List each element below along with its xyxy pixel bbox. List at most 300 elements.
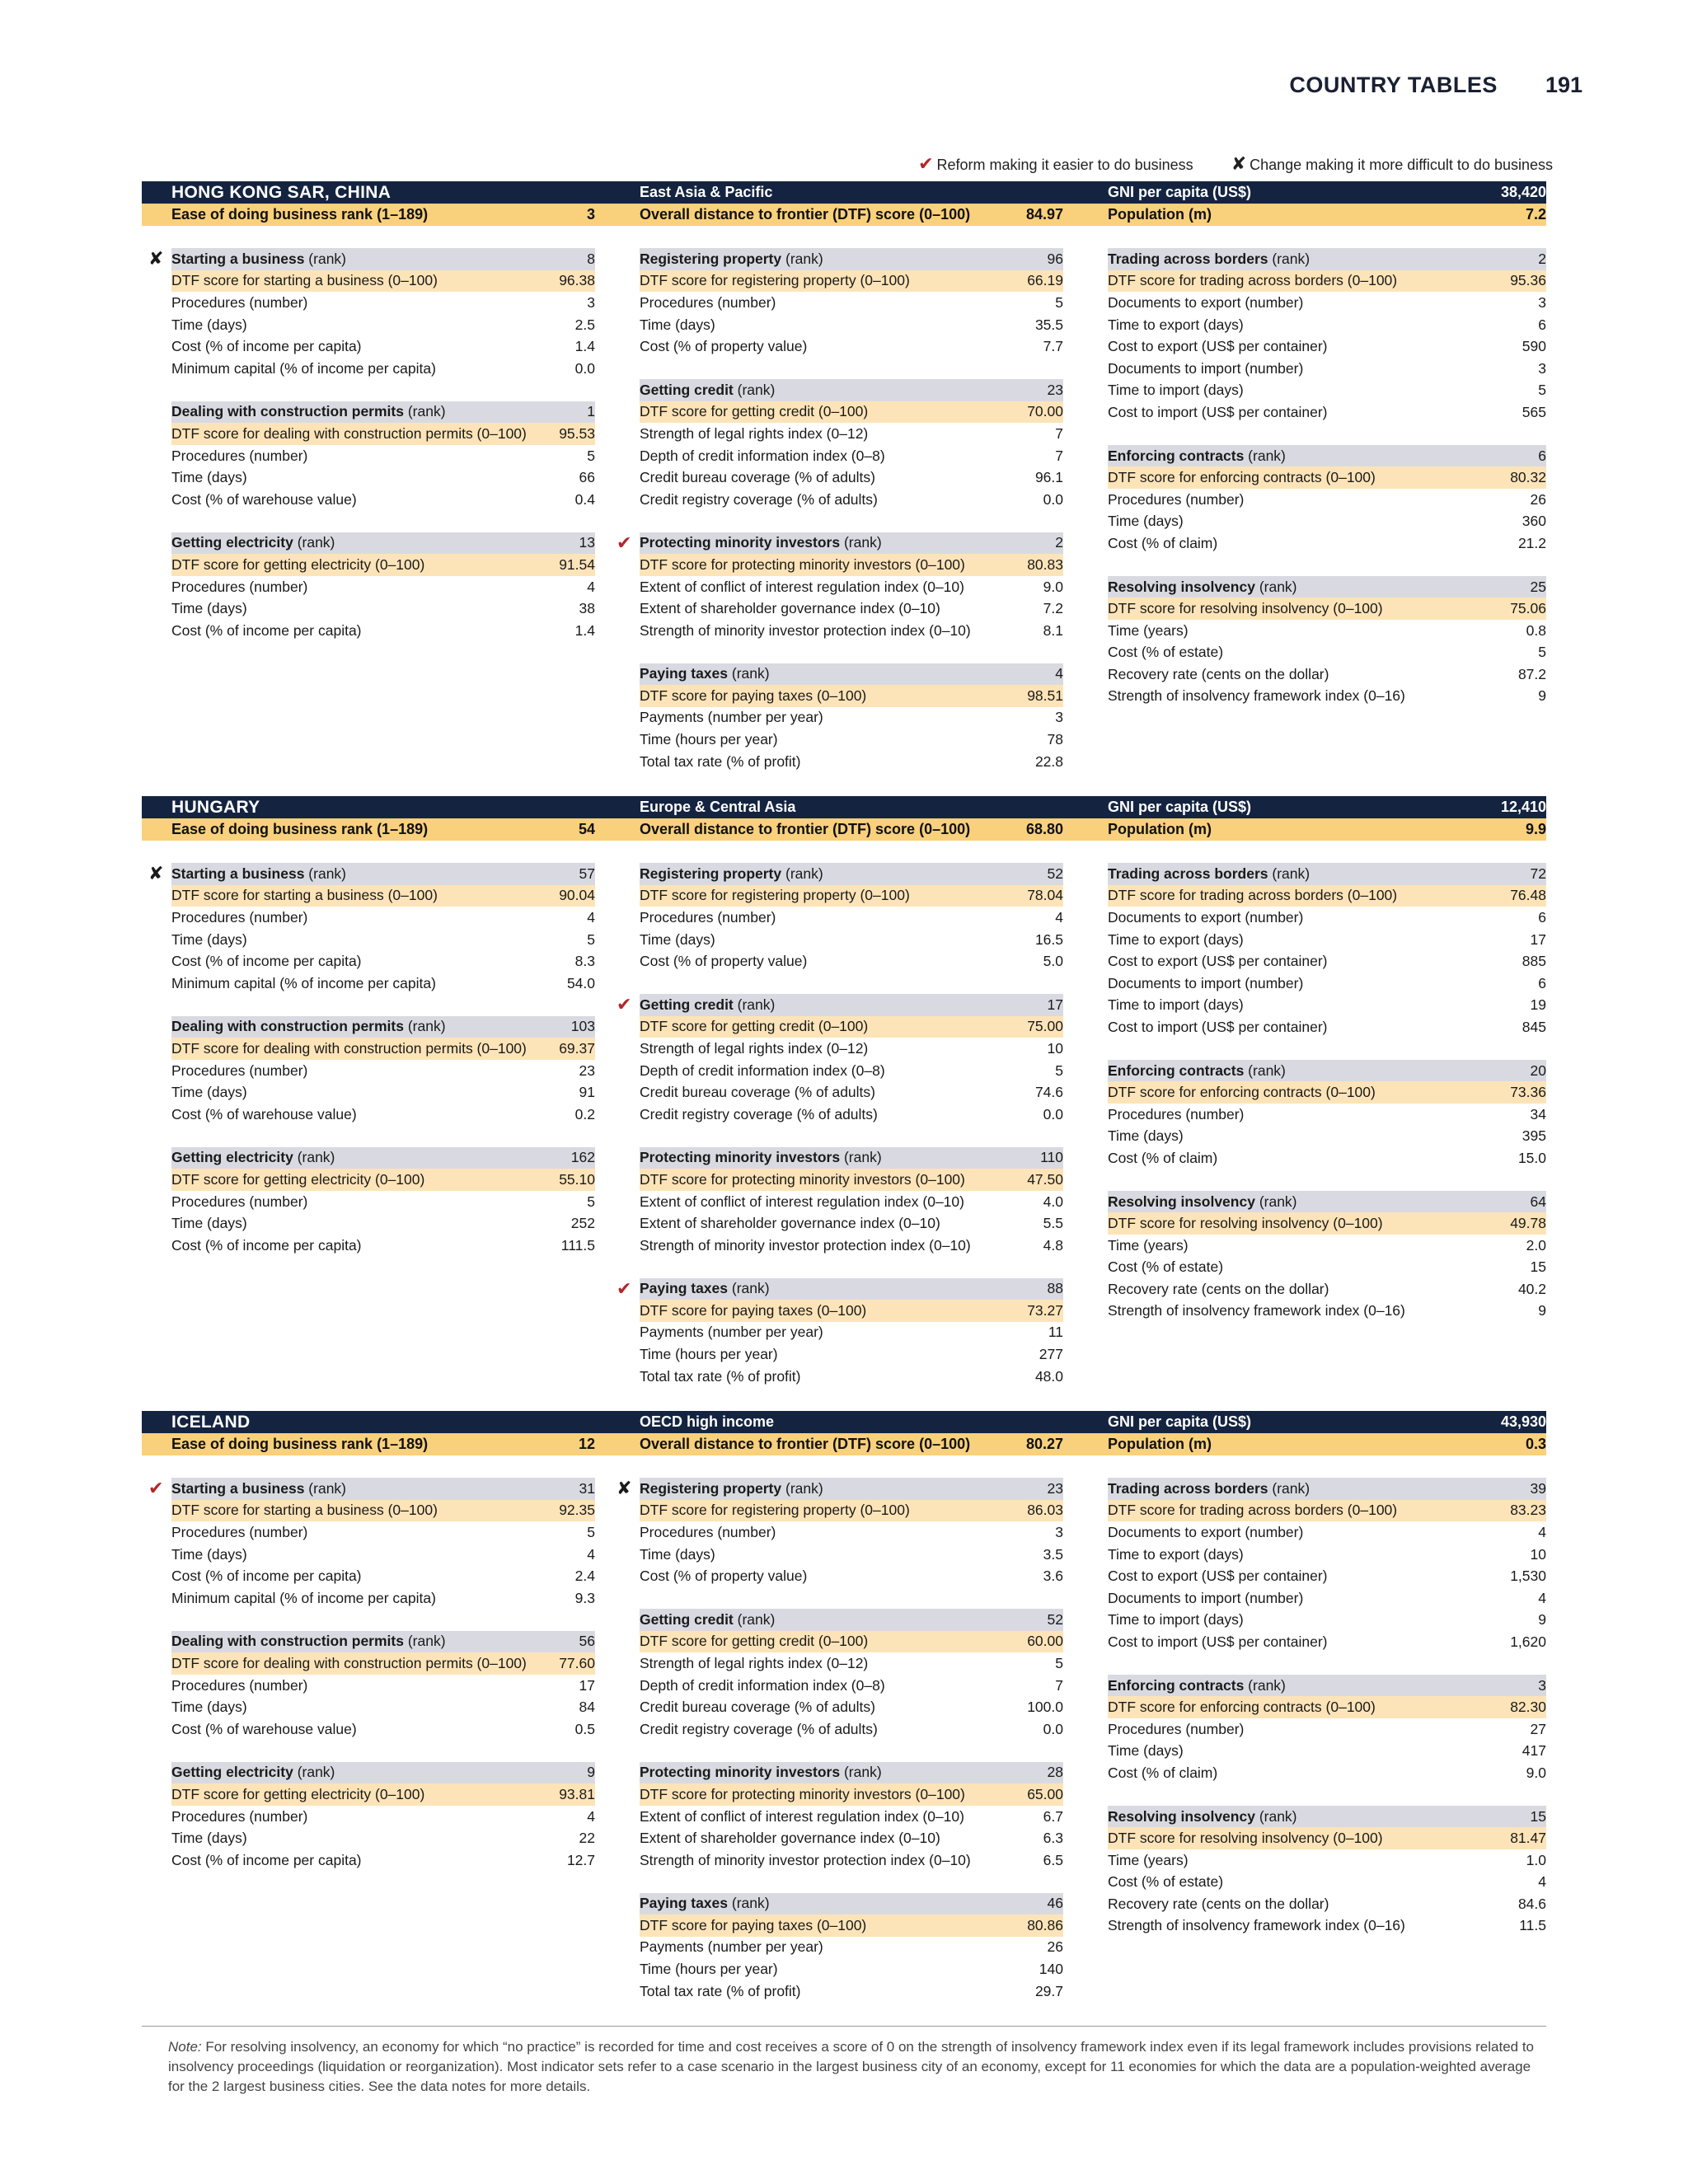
gni-label: GNI per capita (US$) [1108, 184, 1252, 200]
dtf-score-value: 80.83 [1027, 555, 1063, 573]
indicator-value: 9 [1538, 1611, 1546, 1629]
indicator-label: Procedures (number) [640, 908, 776, 926]
indicator-row [640, 1849, 1063, 1872]
indicator-row [1108, 1235, 1546, 1257]
indicator-label: Procedures (number) [640, 293, 776, 311]
indicator-title [171, 1633, 446, 1650]
indicator-heading-row [640, 1762, 1063, 1784]
overall-dtf-value: 68.80 [1025, 821, 1063, 837]
rank-suffix: (rank) [1268, 865, 1311, 882]
indicator-title [1108, 448, 1286, 465]
rank-suffix: (rank) [304, 250, 346, 267]
indicator-heading-row [640, 863, 1063, 885]
dtf-score-row [1108, 1827, 1546, 1849]
indicator-label: Procedures (number) [640, 1523, 776, 1540]
indicator-label: Strength of legal rights index (0–12) [640, 1654, 869, 1671]
indicator-value: 26 [1047, 1938, 1063, 1956]
indicator-value: 5 [1538, 382, 1546, 399]
indicator-value: 10 [1530, 1545, 1546, 1563]
rank-suffix: (rank) [840, 1764, 882, 1781]
indicator-value: 0.2 [574, 1105, 595, 1122]
indicator-group [171, 1147, 595, 1257]
indicator-group [617, 1277, 1063, 1388]
rank-suffix: (rank) [728, 1280, 770, 1297]
indicator-heading-row [1108, 863, 1546, 885]
indicator-label: Cost to import (US$ per container) [1108, 1633, 1328, 1650]
indicator-value: 885 [1522, 953, 1546, 970]
indicator-row [171, 335, 595, 358]
rank-suffix: (rank) [1254, 1193, 1297, 1210]
indicator-label: Documents to export (number) [1108, 908, 1304, 926]
dtf-score-row [640, 1169, 1063, 1191]
indicator-row [1108, 929, 1546, 951]
indicator-heading-row [171, 1147, 595, 1169]
rank-suffix: (rank) [728, 1895, 770, 1912]
rank-suffix: (rank) [781, 250, 823, 267]
indicator-title [171, 1018, 446, 1035]
rank-suffix: (rank) [840, 534, 882, 551]
check-icon: ✔ [617, 1277, 632, 1299]
indicator-label: Procedures (number) [171, 447, 308, 464]
indicator-value: 15 [1530, 1258, 1546, 1276]
indicator-value: 22.8 [1034, 752, 1063, 770]
indicator-value: 1.0 [1526, 1851, 1546, 1868]
dtf-score-row [1108, 1500, 1546, 1522]
region-cell [610, 1411, 1078, 1433]
indicator-label: Time (days) [640, 1545, 715, 1563]
indicator-row [640, 950, 1063, 972]
indicator-rank: 2 [1538, 250, 1546, 267]
indicator-value: 7 [1055, 424, 1063, 442]
rank-suffix: (rank) [304, 1479, 346, 1497]
indicator-label: Time (days) [640, 316, 715, 333]
rank-suffix: (rank) [403, 1018, 446, 1035]
indicator-name: Enforcing contracts [1108, 447, 1245, 464]
indicator-name: Protecting minority investors [640, 1149, 841, 1166]
indicator-heading-row [1108, 1060, 1546, 1082]
ease-rank-value: 54 [578, 821, 595, 837]
indicator-row [640, 1191, 1063, 1213]
indicator-label: Cost to import (US$ per container) [1108, 1018, 1328, 1035]
dtf-score-label: DTF score for starting a business (0–100) [171, 1502, 438, 1519]
indicator-group [148, 863, 595, 995]
indicator-row [171, 1060, 595, 1082]
indicator-label: Time (days) [640, 930, 715, 948]
indicator-value: 0.0 [1043, 490, 1063, 508]
dtf-score-row [640, 1915, 1063, 1937]
indicator-label: Cost to export (US$ per container) [1108, 1568, 1328, 1585]
indicator-title [640, 996, 775, 1014]
indicator-row [171, 1212, 595, 1235]
indicator-label: Extent of conflict of interest regulation index (0–10) [640, 1193, 964, 1210]
indicator-name: Trading across borders [1108, 865, 1268, 882]
dtf-score-value: 96.38 [559, 272, 595, 289]
indicator-label: Cost (% of warehouse value) [171, 1105, 357, 1122]
indicator-title [640, 865, 823, 883]
indicator-label: Recovery rate (cents on the dollar) [1108, 1895, 1329, 1912]
indicator-label: Time (years) [1108, 1236, 1189, 1254]
indicator-label: Time (days) [1108, 1742, 1184, 1760]
dtf-score-label: DTF score for starting a business (0–100) [171, 272, 438, 289]
indicator-label: Procedures (number) [171, 1062, 308, 1079]
indicator-label: Strength of minority investor protection index (0–10) [640, 1851, 971, 1868]
note-text: For resolving insolvency, an economy for which “no practice” is recorded for time and cost receives a score of 0 on the strength of insolvency framework index even if its legal framework includes provisions related to insolvency proceedings (liquidation or reorganization). Most indicator sets refer to a case scenario in the largest business city of an economy, except for 11 economies for which the data are a population-weighted average for the 2 largest business cities. See the data notes for more details. [168, 2039, 1535, 2094]
indicator-heading-row [640, 248, 1063, 270]
indicator-rank: 56 [579, 1633, 595, 1650]
indicator-value: 9 [1538, 687, 1546, 705]
indicator-label: Credit bureau coverage (% of adults) [640, 1084, 875, 1101]
region-name: East Asia & Pacific [640, 184, 773, 200]
indicator-heading-row [640, 379, 1063, 401]
indicator-column [142, 248, 610, 794]
indicator-value: 395 [1522, 1127, 1546, 1145]
rank-suffix: (rank) [781, 1479, 823, 1497]
dtf-score-label: DTF score for getting credit (0–100) [640, 1018, 869, 1035]
dtf-score-value: 77.60 [559, 1654, 595, 1671]
dtf-score-label: DTF score for starting a business (0–100) [171, 887, 438, 904]
indicator-group [640, 1893, 1063, 2003]
indicator-value: 590 [1522, 338, 1546, 355]
indicator-label: Total tax rate (% of profit) [640, 1367, 801, 1385]
indicator-label: Payments (number per year) [640, 1324, 823, 1341]
dtf-score-row [1108, 1696, 1546, 1718]
gni-cell [1078, 796, 1546, 818]
indicator-rank: 28 [1047, 1764, 1063, 1781]
indicator-heading-row [640, 1147, 1063, 1169]
indicator-value: 9.3 [574, 1589, 595, 1606]
indicator-label: Credit registry coverage (% of adults) [640, 1105, 878, 1122]
indicator-row [1108, 663, 1546, 686]
ease-rank-value: 3 [586, 206, 595, 223]
population-value: 9.9 [1525, 821, 1546, 837]
indicator-row [640, 1235, 1063, 1257]
indicator-row [640, 1343, 1063, 1366]
cross-icon: ✘ [148, 248, 164, 269]
indicator-row [640, 1521, 1063, 1544]
dtf-score-label: DTF score for getting credit (0–100) [640, 403, 869, 420]
country-name: ICELAND [171, 1412, 251, 1432]
check-icon: ✔ [617, 532, 632, 553]
region-name: OECD high income [640, 1413, 775, 1430]
indicator-row [1108, 1301, 1546, 1323]
overall-dtf-cell [610, 818, 1078, 841]
indicator-value: 5 [587, 1193, 595, 1210]
dtf-score-value: 55.10 [559, 1170, 595, 1188]
dtf-score-row [640, 1500, 1063, 1522]
dtf-score-value: 78.04 [1027, 887, 1063, 904]
indicator-row [171, 972, 595, 995]
dtf-score-label: DTF score for getting credit (0–100) [640, 1633, 869, 1650]
indicator-column [1078, 248, 1546, 794]
indicator-rank: 2 [1055, 534, 1063, 551]
indicator-label: Time (hours per year) [640, 731, 778, 748]
dtf-score-label: DTF score for dealing with construction permits (0–100) [171, 1654, 527, 1671]
indicator-heading-row [171, 401, 595, 424]
indicator-row [171, 1696, 595, 1718]
rank-suffix: (rank) [1254, 1807, 1297, 1825]
indicator-label: Strength of insolvency framework index (0–16) [1108, 687, 1405, 705]
rank-suffix: (rank) [1254, 578, 1297, 595]
dtf-score-value: 98.51 [1027, 687, 1063, 704]
dtf-score-row [1108, 1212, 1546, 1235]
indicator-row [640, 1806, 1063, 1828]
indicator-rank: 13 [579, 534, 595, 551]
country-summary-band [142, 1433, 1546, 1455]
dtf-score-value: 90.04 [559, 887, 595, 904]
indicator-value: 360 [1522, 513, 1546, 530]
indicator-label: Payments (number per year) [640, 1938, 823, 1956]
indicator-value: 111.5 [560, 1236, 595, 1254]
indicator-group [1108, 248, 1546, 424]
population-cell [1078, 204, 1546, 226]
country-section [142, 796, 1546, 1408]
indicator-rank: 3 [1538, 1676, 1546, 1694]
indicator-group [640, 1147, 1063, 1257]
indicator-value: 5.5 [1043, 1215, 1063, 1232]
indicator-label: Cost (% of claim) [1108, 1764, 1218, 1781]
indicator-label: Procedures (number) [171, 578, 308, 595]
country-summary-band [142, 818, 1546, 841]
indicator-label: Time (years) [1108, 1851, 1189, 1868]
rank-suffix: (rank) [1244, 1676, 1286, 1694]
indicator-rank: 57 [579, 865, 595, 882]
indicator-row [1108, 907, 1546, 929]
indicator-row [1108, 401, 1546, 424]
indicator-label: Time (days) [171, 469, 247, 486]
indicator-row [640, 620, 1063, 642]
indicator-group [1108, 445, 1546, 555]
population-value: 7.2 [1525, 206, 1546, 223]
indicator-value: 0.4 [574, 490, 595, 508]
indicator-label: Extent of shareholder governance index (0–10) [640, 600, 940, 617]
indicator-row [640, 929, 1063, 951]
indicator-value: 4.0 [1043, 1193, 1063, 1210]
indicator-row [640, 751, 1063, 773]
indicator-row [1108, 950, 1546, 972]
country-cell [142, 796, 610, 818]
indicator-value: 0.0 [1043, 1105, 1063, 1122]
indicator-row [171, 1675, 595, 1697]
indicator-label: Time (days) [171, 316, 247, 333]
cross-icon: ✘ [148, 863, 164, 883]
indicator-value: 74.6 [1034, 1084, 1063, 1101]
indicator-title [1108, 1808, 1297, 1825]
indicator-value: 8.3 [574, 953, 595, 970]
dtf-score-label: DTF score for protecting minority investors (0–100) [640, 1785, 965, 1802]
indicator-heading-row [617, 1478, 1063, 1500]
indicator-heading-row [1108, 1806, 1546, 1828]
indicator-row [171, 1565, 595, 1587]
overall-dtf-cell [610, 204, 1078, 226]
indicator-label: Minimum capital (% of income per capita) [171, 1589, 436, 1606]
population-label: Population (m) [1108, 1436, 1212, 1452]
gni-value: 38,420 [1500, 184, 1546, 200]
indicator-heading-row [148, 248, 595, 270]
indicator-heading-row [1108, 1675, 1546, 1697]
indicator-row [640, 1212, 1063, 1235]
indicator-label: Total tax rate (% of profit) [640, 752, 801, 770]
indicator-row [1108, 1762, 1546, 1784]
rank-suffix: (rank) [1268, 1479, 1311, 1497]
indicator-row [171, 445, 595, 467]
indicator-label: Procedures (number) [1108, 490, 1245, 508]
indicator-row [640, 1081, 1063, 1104]
indicator-label: Total tax rate (% of profit) [640, 1982, 801, 1999]
rank-suffix: (rank) [840, 1149, 882, 1166]
indicator-value: 17 [1530, 930, 1546, 948]
indicator-value: 4 [1538, 1523, 1546, 1540]
indicator-value: 66 [579, 469, 595, 486]
indicator-row [640, 1038, 1063, 1060]
indicator-label: Cost to export (US$ per container) [1108, 338, 1328, 355]
indicator-heading-row [171, 1016, 595, 1038]
dtf-score-value: 92.35 [559, 1502, 595, 1519]
indicator-label: Time (days) [171, 1699, 247, 1716]
indicator-label: Payments (number per year) [640, 709, 823, 726]
indicator-label: Cost (% of property value) [640, 953, 808, 970]
indicator-rank: 72 [1530, 865, 1546, 882]
indicator-label: Time to import (days) [1108, 996, 1244, 1014]
indicator-label: Credit registry coverage (% of adults) [640, 490, 878, 508]
dtf-score-value: 80.32 [1510, 469, 1546, 486]
indicator-label: Procedures (number) [171, 293, 308, 311]
indicator-row [171, 1104, 595, 1126]
indicator-label: Time (years) [1108, 621, 1189, 639]
indicator-label: Cost (% of income per capita) [171, 1568, 362, 1585]
indicator-value: 35.5 [1034, 316, 1063, 333]
indicator-columns [142, 1478, 1546, 2023]
dtf-score-value: 82.30 [1510, 1699, 1546, 1716]
indicator-heading-row [1108, 576, 1546, 598]
dtf-score-value: 70.00 [1027, 403, 1063, 420]
indicator-value: 5 [587, 1523, 595, 1540]
gni-cell [1078, 181, 1546, 204]
indicator-row [1108, 620, 1546, 642]
footnote [168, 2037, 1546, 2097]
indicator-row [1108, 1257, 1546, 1279]
population-cell [1078, 818, 1546, 841]
indicator-label: Time (days) [1108, 1127, 1184, 1145]
indicator-row [640, 1366, 1063, 1388]
indicator-row [1108, 1849, 1546, 1872]
indicator-row [1108, 1016, 1546, 1038]
indicator-rank: 15 [1530, 1807, 1546, 1825]
indicator-title [640, 1480, 823, 1497]
indicator-row [640, 1652, 1063, 1675]
indicator-label: Depth of credit information index (0–8) [640, 447, 885, 464]
indicator-label: Extent of shareholder governance index (0–10) [640, 1215, 940, 1232]
dtf-score-row [1108, 885, 1546, 907]
indicator-value: 21.2 [1517, 534, 1546, 551]
dtf-score-row [640, 270, 1063, 293]
dtf-score-row [640, 1016, 1063, 1038]
dtf-score-value: 65.00 [1027, 1785, 1063, 1802]
indicator-title [1108, 579, 1297, 596]
indicator-title [640, 251, 823, 268]
indicator-row [640, 1827, 1063, 1849]
indicator-label: Cost (% of claim) [1108, 1149, 1218, 1166]
indicator-row [171, 576, 595, 598]
indicator-rank: 52 [1047, 1610, 1063, 1628]
dtf-score-label: DTF score for getting electricity (0–100) [171, 555, 425, 573]
indicator-label: Time (days) [1108, 513, 1184, 530]
indicator-group [171, 1762, 595, 1872]
indicator-value: 140 [1039, 1961, 1063, 1978]
dtf-score-row [640, 401, 1063, 424]
indicator-label: Strength of legal rights index (0–12) [640, 424, 869, 442]
gni-value: 12,410 [1500, 799, 1546, 815]
indicator-column [610, 1478, 1078, 2023]
indicator-label: Cost (% of income per capita) [171, 1851, 362, 1868]
dtf-score-row [1108, 1081, 1546, 1104]
indicator-group [171, 1016, 595, 1126]
indicator-label: Credit bureau coverage (% of adults) [640, 469, 875, 486]
region-cell [610, 796, 1078, 818]
indicator-heading-row [640, 663, 1063, 686]
indicator-row [171, 1544, 595, 1566]
indicator-rank: 20 [1530, 1062, 1546, 1079]
indicator-row [640, 1565, 1063, 1587]
indicator-value: 1,620 [1510, 1633, 1546, 1650]
dtf-score-value: 69.37 [559, 1039, 595, 1057]
dtf-score-label: DTF score for paying taxes (0–100) [640, 1301, 867, 1319]
indicator-row [640, 1718, 1063, 1741]
indicator-rank: 52 [1047, 865, 1063, 882]
gni-label: GNI per capita (US$) [1108, 1413, 1252, 1430]
indicator-title [171, 403, 446, 420]
indicator-value: 7.7 [1043, 338, 1063, 355]
indicator-group [617, 993, 1063, 1126]
country-header-band [142, 796, 1546, 818]
indicator-name: Protecting minority investors [640, 1764, 841, 1781]
indicator-row [1108, 1565, 1546, 1587]
indicator-label: Strength of minority investor protection index (0–10) [640, 621, 971, 639]
indicator-rank: 25 [1530, 578, 1546, 595]
indicator-rank: 103 [570, 1018, 595, 1035]
indicator-value: 4 [587, 1807, 595, 1825]
indicator-name: Getting electricity [171, 1764, 293, 1781]
indicator-label: Time (days) [171, 1830, 247, 1847]
legend-change [1231, 153, 1553, 175]
rank-suffix: (rank) [1244, 1062, 1286, 1079]
indicator-label: Cost (% of income per capita) [171, 1236, 362, 1254]
indicator-name: Getting electricity [171, 1149, 293, 1166]
indicator-group [1108, 1060, 1546, 1169]
indicator-label: Documents to import (number) [1108, 974, 1304, 991]
indicator-name: Getting credit [640, 1610, 734, 1628]
indicator-value: 78 [1047, 731, 1063, 748]
indicator-heading-row [148, 863, 595, 885]
indicator-value: 11.5 [1519, 1917, 1546, 1934]
indicator-row [171, 466, 595, 489]
check-icon: ✔ [148, 1478, 164, 1498]
indicator-heading-row [171, 532, 595, 555]
dtf-score-value: 73.36 [1510, 1084, 1546, 1101]
indicator-value: 1.4 [574, 621, 595, 639]
dtf-score-label: DTF score for enforcing contracts (0–100) [1108, 1699, 1376, 1716]
indicator-title [640, 1895, 770, 1912]
rank-suffix: (rank) [781, 865, 823, 882]
running-title: COUNTRY TABLES [1289, 73, 1498, 97]
indicator-name: Getting credit [640, 381, 734, 398]
legend-reform-text: Reform making it easier to do business [936, 157, 1193, 173]
dtf-score-row [640, 685, 1063, 707]
dtf-score-label: DTF score for protecting minority investors (0–100) [640, 1170, 965, 1188]
check-icon: ✔ [617, 993, 632, 1015]
country-name: HONG KONG SAR, CHINA [171, 182, 392, 202]
indicator-rank: 46 [1047, 1895, 1063, 1912]
indicator-label: Cost (% of warehouse value) [171, 490, 357, 508]
